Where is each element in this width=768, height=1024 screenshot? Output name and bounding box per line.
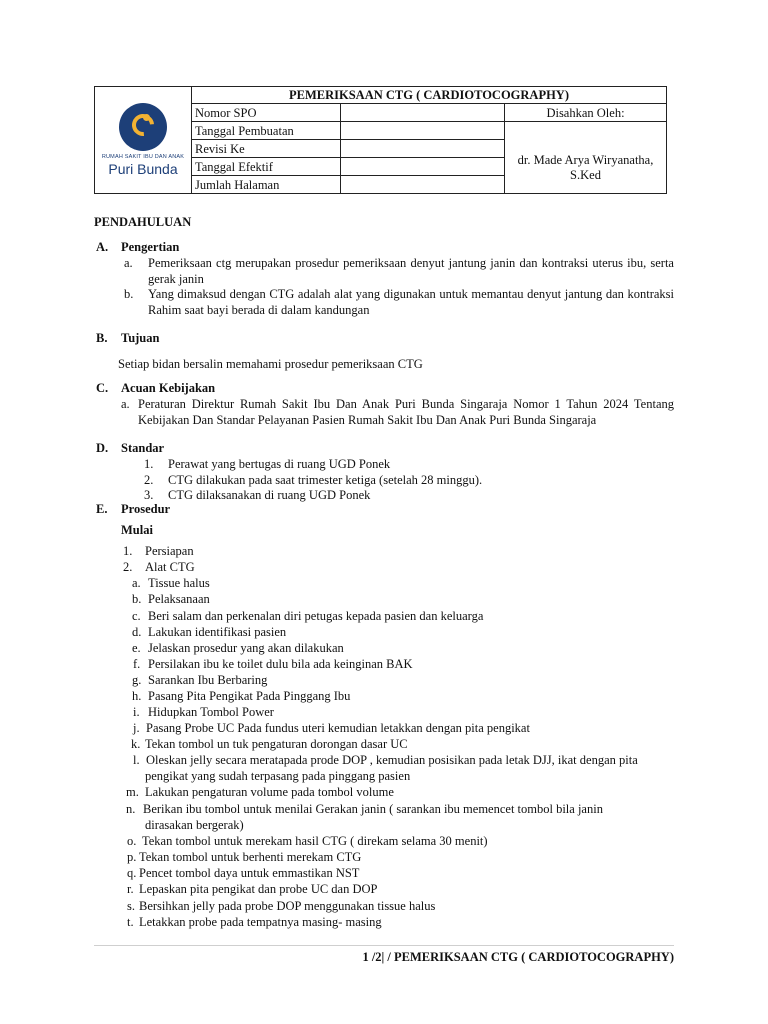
step-a-marker: a. [132, 576, 141, 590]
step-h-marker: h. [132, 689, 142, 703]
step-g-marker: g. [132, 673, 142, 687]
row-value-nomor-spo [341, 104, 505, 122]
step-q-text: Pencet tombol daya untuk emmastikan NST [139, 866, 360, 880]
logo-subtitle: RUMAH SAKIT IBU DAN ANAK [101, 154, 185, 160]
hospital-logo [95, 103, 191, 177]
standard-item-2-marker: 2. [144, 473, 154, 487]
section-a-item-b-text: Yang dimaksud dengan CTG adalah alat yang digunakan untuk memantau denyut jantung dan kontraksi Rahim saat bayi berada di dalam kandungan [148, 287, 674, 317]
approved-by-label: Disahkan Oleh: [505, 104, 667, 122]
row-value-tanggal-pembuatan [341, 122, 505, 140]
step-h-text: Pasang Pita Pengikat Pada Pinggang Ibu [148, 689, 351, 703]
step-f-marker: f. [133, 657, 141, 671]
step-f-text: Persilakan ibu ke toilet dulu bila ada keinginan BAK [148, 657, 413, 671]
page-footer: 1 /2| / PEMERIKSAAN CTG ( CARDIOTOCOGRAPHY) [362, 950, 674, 964]
document-title: PEMERIKSAAN CTG ( CARDIOTOCOGRAPHY) [192, 87, 667, 104]
section-a-title: Pengertian [121, 240, 180, 254]
step-s-text: Bersihkan jelly pada probe DOP menggunakan tissue halus [139, 899, 436, 913]
step-e-text: Jelaskan prosedur yang akan dilakukan [148, 641, 344, 655]
step-k-text: Tekan tombol un tuk pengaturan dorongan dasar UC [145, 737, 408, 751]
row-label-tanggal-efektif: Tanggal Efektif [192, 158, 341, 176]
section-b-text: Setiap bidan bersalin memahami prosedur pemeriksaan CTG [118, 357, 423, 371]
standard-item-1-text: Perawat yang bertugas di ruang UGD Ponek [168, 457, 391, 471]
mother-child-icon [119, 103, 167, 151]
step-m-text: Lakukan pengaturan volume pada tombol volume [145, 785, 394, 799]
step-n-marker: n. [126, 802, 136, 816]
section-b-marker: B. [96, 331, 108, 345]
step-n-text-cont: dirasakan bergerak) [145, 818, 244, 832]
step-r-text: Lepaskan pita pengikat dan probe UC dan DOP [139, 882, 378, 896]
row-value-jumlah-halaman [341, 176, 505, 194]
procedure-numbered-1-marker: 1. [123, 544, 133, 558]
step-k-marker: k. [131, 737, 141, 751]
section-d-marker: D. [96, 441, 109, 455]
step-p-marker: p. [127, 850, 137, 864]
step-s-marker: s. [127, 899, 135, 913]
step-c-text: Beri salam dan perkenalan diri petugas kepada pasien dan keluarga [148, 609, 484, 623]
standard-item-2-text: CTG dilakukan pada saat trimester ketiga (setelah 28 minggu). [168, 473, 483, 487]
step-q-marker: q. [127, 866, 137, 880]
step-a-text: Tissue halus [148, 576, 210, 590]
procedure-start: Mulai [121, 523, 153, 537]
step-d-text: Lakukan identifikasi pasien [148, 625, 287, 639]
section-c-marker: C. [96, 381, 109, 395]
row-label-revisi-ke: Revisi Ke [192, 140, 341, 158]
step-l-marker: l. [133, 753, 140, 767]
procedure-numbered-1-text: Persiapan [145, 544, 194, 558]
section-e-marker: E. [96, 502, 108, 516]
section-c-title: Acuan Kebijakan [121, 381, 216, 395]
step-j-text: Pasang Probe UC Pada fundus uteri kemudian letakkan dengan pita pengikat [146, 721, 530, 735]
row-label-nomor-spo: Nomor SPO [192, 104, 341, 122]
section-d-title: Standar [121, 441, 165, 455]
step-t-text: Letakkan probe pada tempatnya masing- masing [139, 915, 382, 929]
row-label-tanggal-pembuatan: Tanggal Pembuatan [192, 122, 341, 140]
step-b-marker: b. [132, 592, 142, 606]
step-o-text: Tekan tombol untuk merekam hasil CTG ( direkam selama 30 menit) [142, 834, 488, 848]
step-e-marker: e. [132, 641, 141, 655]
section-a-item-a-text: Pemeriksaan ctg merupakan prosedur pemeriksaan denyut jantung janin dan kontraksi uterus ibu, serta gerak janin [148, 256, 674, 286]
standard-item-3-text: CTG dilaksanakan di ruang UGD Ponek [168, 488, 371, 502]
intro-heading: PENDAHULUAN [94, 215, 192, 229]
standard-item-1-marker: 1. [144, 457, 154, 471]
footer-divider [94, 945, 674, 946]
logo-cell [95, 87, 192, 194]
row-label-jumlah-halaman: Jumlah Halaman [192, 176, 341, 194]
step-c-marker: c. [132, 609, 141, 623]
row-value-revisi-ke [341, 140, 505, 158]
standard-item-3-marker: 3. [144, 488, 154, 502]
section-a-marker: A. [96, 240, 109, 254]
section-b-title: Tujuan [121, 331, 160, 345]
step-l-text-cont: pengikat yang sudah terpasang pada pinggang pasien [145, 769, 411, 783]
step-o-marker: o. [127, 834, 137, 848]
spo-header-table [94, 86, 667, 194]
procedure-numbered-2-text: Alat CTG [145, 560, 195, 574]
logo-name: Puri Bunda [108, 161, 178, 177]
section-a-item-a-marker: a. [124, 256, 133, 270]
step-b-text: Pelaksanaan [148, 592, 210, 606]
step-l-text: Oleskan jelly secara meratapada prode DOP , kemudian posisikan pada letak DJJ, ikat dengan pita [146, 753, 638, 767]
step-g-text: Sarankan Ibu Berbaring [148, 673, 268, 687]
section-a-item-b-marker: b. [124, 287, 134, 301]
procedure-numbered-2-marker: 2. [123, 560, 133, 574]
step-j-marker: j. [133, 721, 140, 735]
step-p-text: Tekan tombol untuk berhenti merekam CTG [139, 850, 362, 864]
step-i-text: Hidupkan Tombol Power [148, 705, 274, 719]
section-c-item-a-marker: a. [121, 397, 130, 411]
step-t-marker: t. [127, 915, 134, 929]
row-value-tanggal-efektif [341, 158, 505, 176]
step-r-marker: r. [127, 882, 134, 896]
section-e-title: Prosedur [121, 502, 171, 516]
step-i-marker: i. [133, 705, 140, 719]
step-n-text: Berikan ibu tombol untuk menilai Gerakan janin ( sarankan ibu memencet tombol bila janin [143, 802, 603, 816]
step-m-marker: m. [126, 785, 139, 799]
step-d-marker: d. [132, 625, 142, 639]
section-c-item-a-text: Peraturan Direktur Rumah Sakit Ibu Dan Anak Puri Bunda Singaraja Nomor 1 Tahun 2024 Tentang Kebijakan Dan Standar Pelayanan Pasien Rumah Sakit Ibu Dan Anak Puri Bunda Singaraja [138, 397, 674, 427]
approver-name: dr. Made Arya Wiryanatha, S.Ked [505, 122, 667, 194]
